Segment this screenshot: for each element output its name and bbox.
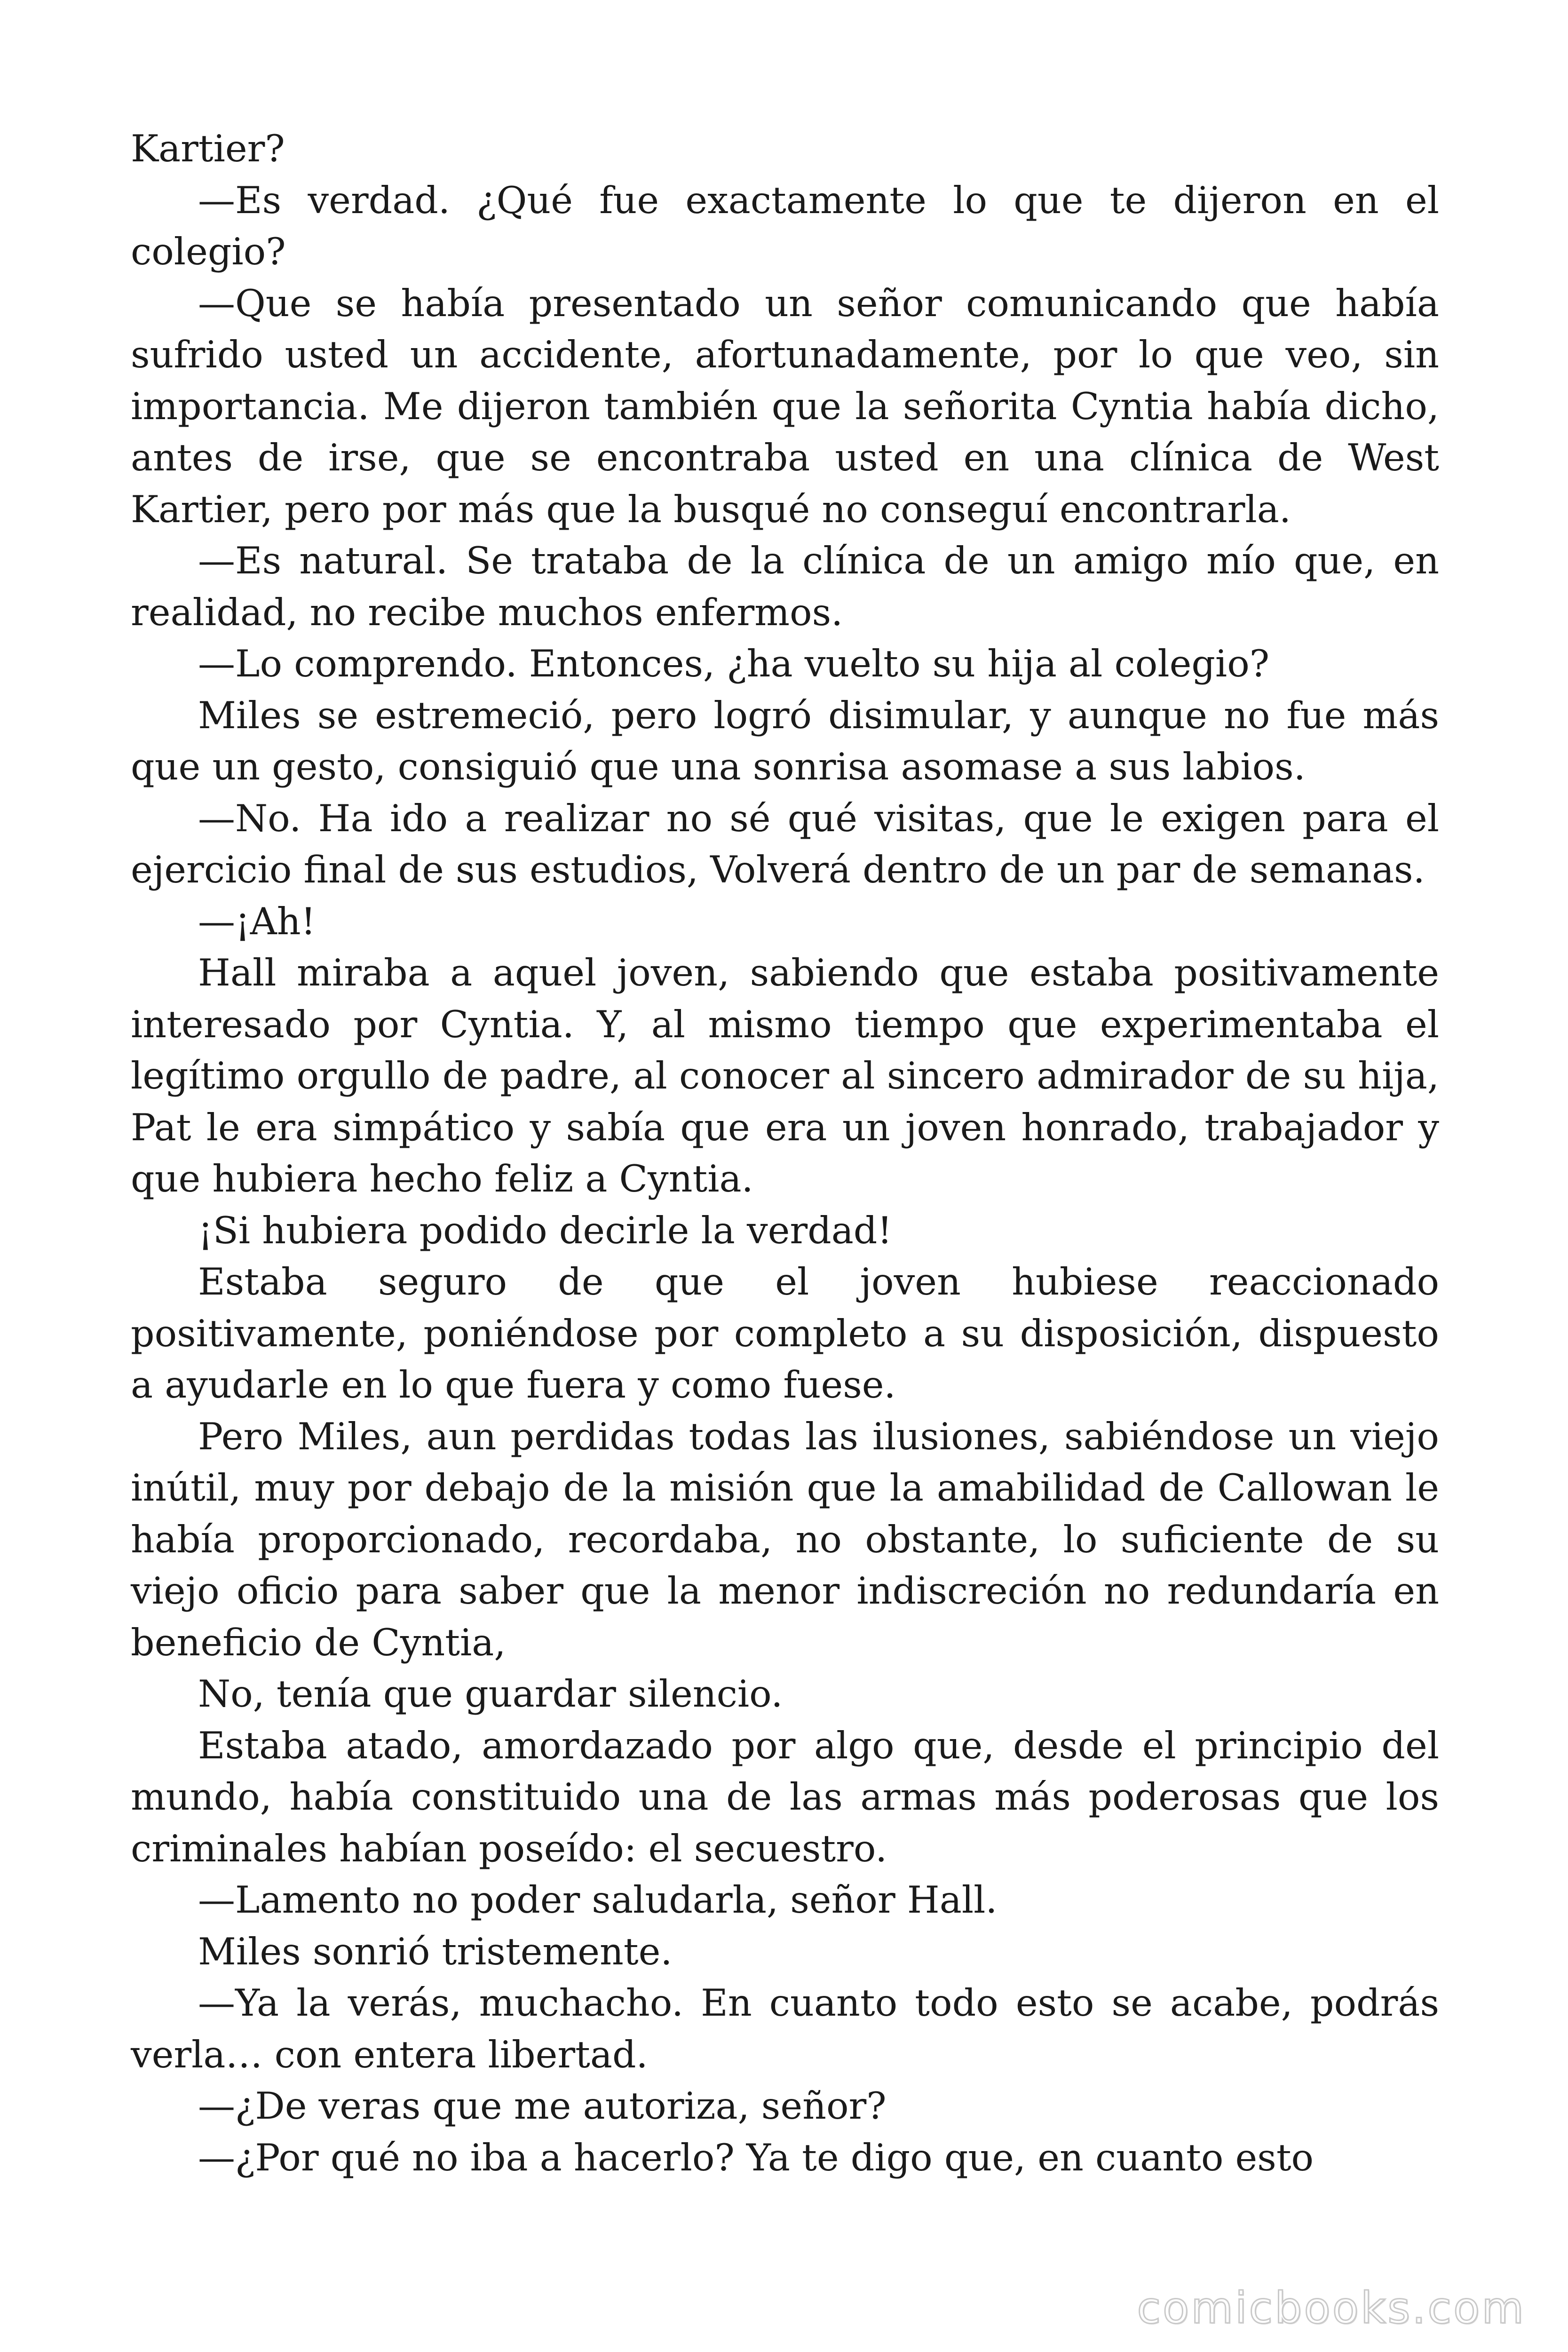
paragraph: —Lo comprendo. Entonces, ¿ha vuelto su hija al colegio? bbox=[198, 642, 1270, 685]
paragraph: ¡Si hubiera podido decirle la verdad! bbox=[198, 1208, 893, 1252]
paragraph: —Ya la verás, muchacho. En cuanto todo esto se acabe, podrás verla… con entera libertad. bbox=[131, 1981, 1439, 2076]
paragraph: —Lamento no poder saludarla, señor Hall. bbox=[198, 1878, 998, 1922]
paragraph: Pero Miles, aun perdidas todas las ilusiones, sabiéndose un viejo inútil, muy por debajo de la misión que la amabilidad de Callowan le había proporcionado, recordaba, no obstante, lo suficiente de su viejo oficio para saber que la menor indiscreción no redundaría en beneficio de Cyntia, bbox=[131, 1414, 1439, 1664]
paragraph: —Es verdad. ¿Qué fue exactamente lo que te dijeron en el colegio? bbox=[131, 178, 1439, 273]
watermark: comicbooks.com bbox=[1137, 2283, 1526, 2333]
paragraph: —Es natural. Se trataba de la clínica de un amigo mío que, en realidad, no recibe muchos enfermos. bbox=[131, 539, 1439, 634]
paragraph: Miles sonrió tristemente. bbox=[198, 1930, 673, 1973]
paragraph: —¡Ah! bbox=[198, 899, 316, 943]
page-text bbox=[131, 123, 1439, 2184]
paragraph: Miles se estremeció, pero logró disimular, y aunque no fue más que un gesto, consiguió que una sonrisa asomase a sus labios. bbox=[131, 693, 1439, 788]
paragraph: —No. Ha ido a realizar no sé qué visitas, que le exigen para el ejercicio final de sus estudios, Volverá dentro de un par de semanas. bbox=[131, 796, 1439, 891]
paragraph: Estaba seguro de que el joven hubiese reaccionado positivamente, poniéndose por completo a su disposición, dispuesto a ayudarle en lo que fuera y como fuese. bbox=[131, 1260, 1439, 1406]
paragraph: —¿Por qué no iba a hacerlo? Ya te digo que, en cuanto esto bbox=[198, 2136, 1314, 2179]
paragraph: No, tenía que guardar silencio. bbox=[198, 1672, 783, 1716]
paragraph: Hall miraba a aquel joven, sabiendo que estaba positivamente interesado por Cyntia. Y, al mismo tiempo que experimentaba el legítimo orgullo de padre, al conocer al sincero admirador de su hija, Pat le era simpático y sabía que era un joven honrado, trabajador y que hubiera hecho feliz a Cyntia. bbox=[131, 951, 1439, 1200]
paragraph: —¿De veras que me autoriza, señor? bbox=[198, 2084, 887, 2128]
paragraph: Estaba atado, amordazado por algo que, desde el principio del mundo, había constituido una de las armas más poderosas que los criminales habían poseído: el secuestro. bbox=[131, 1724, 1439, 1870]
paragraph: —Que se había presentado un señor comunicando que había sufrido usted un accidente, afortunadamente, por lo que veo, sin importancia. Me dijeron también que la señorita Cyntia había dicho, antes de irse, que se encontraba usted en una clínica de West Kartier, pero por más que la busqué no conseguí encontrarla. bbox=[131, 281, 1439, 531]
paragraph: Kartier? bbox=[131, 127, 285, 170]
